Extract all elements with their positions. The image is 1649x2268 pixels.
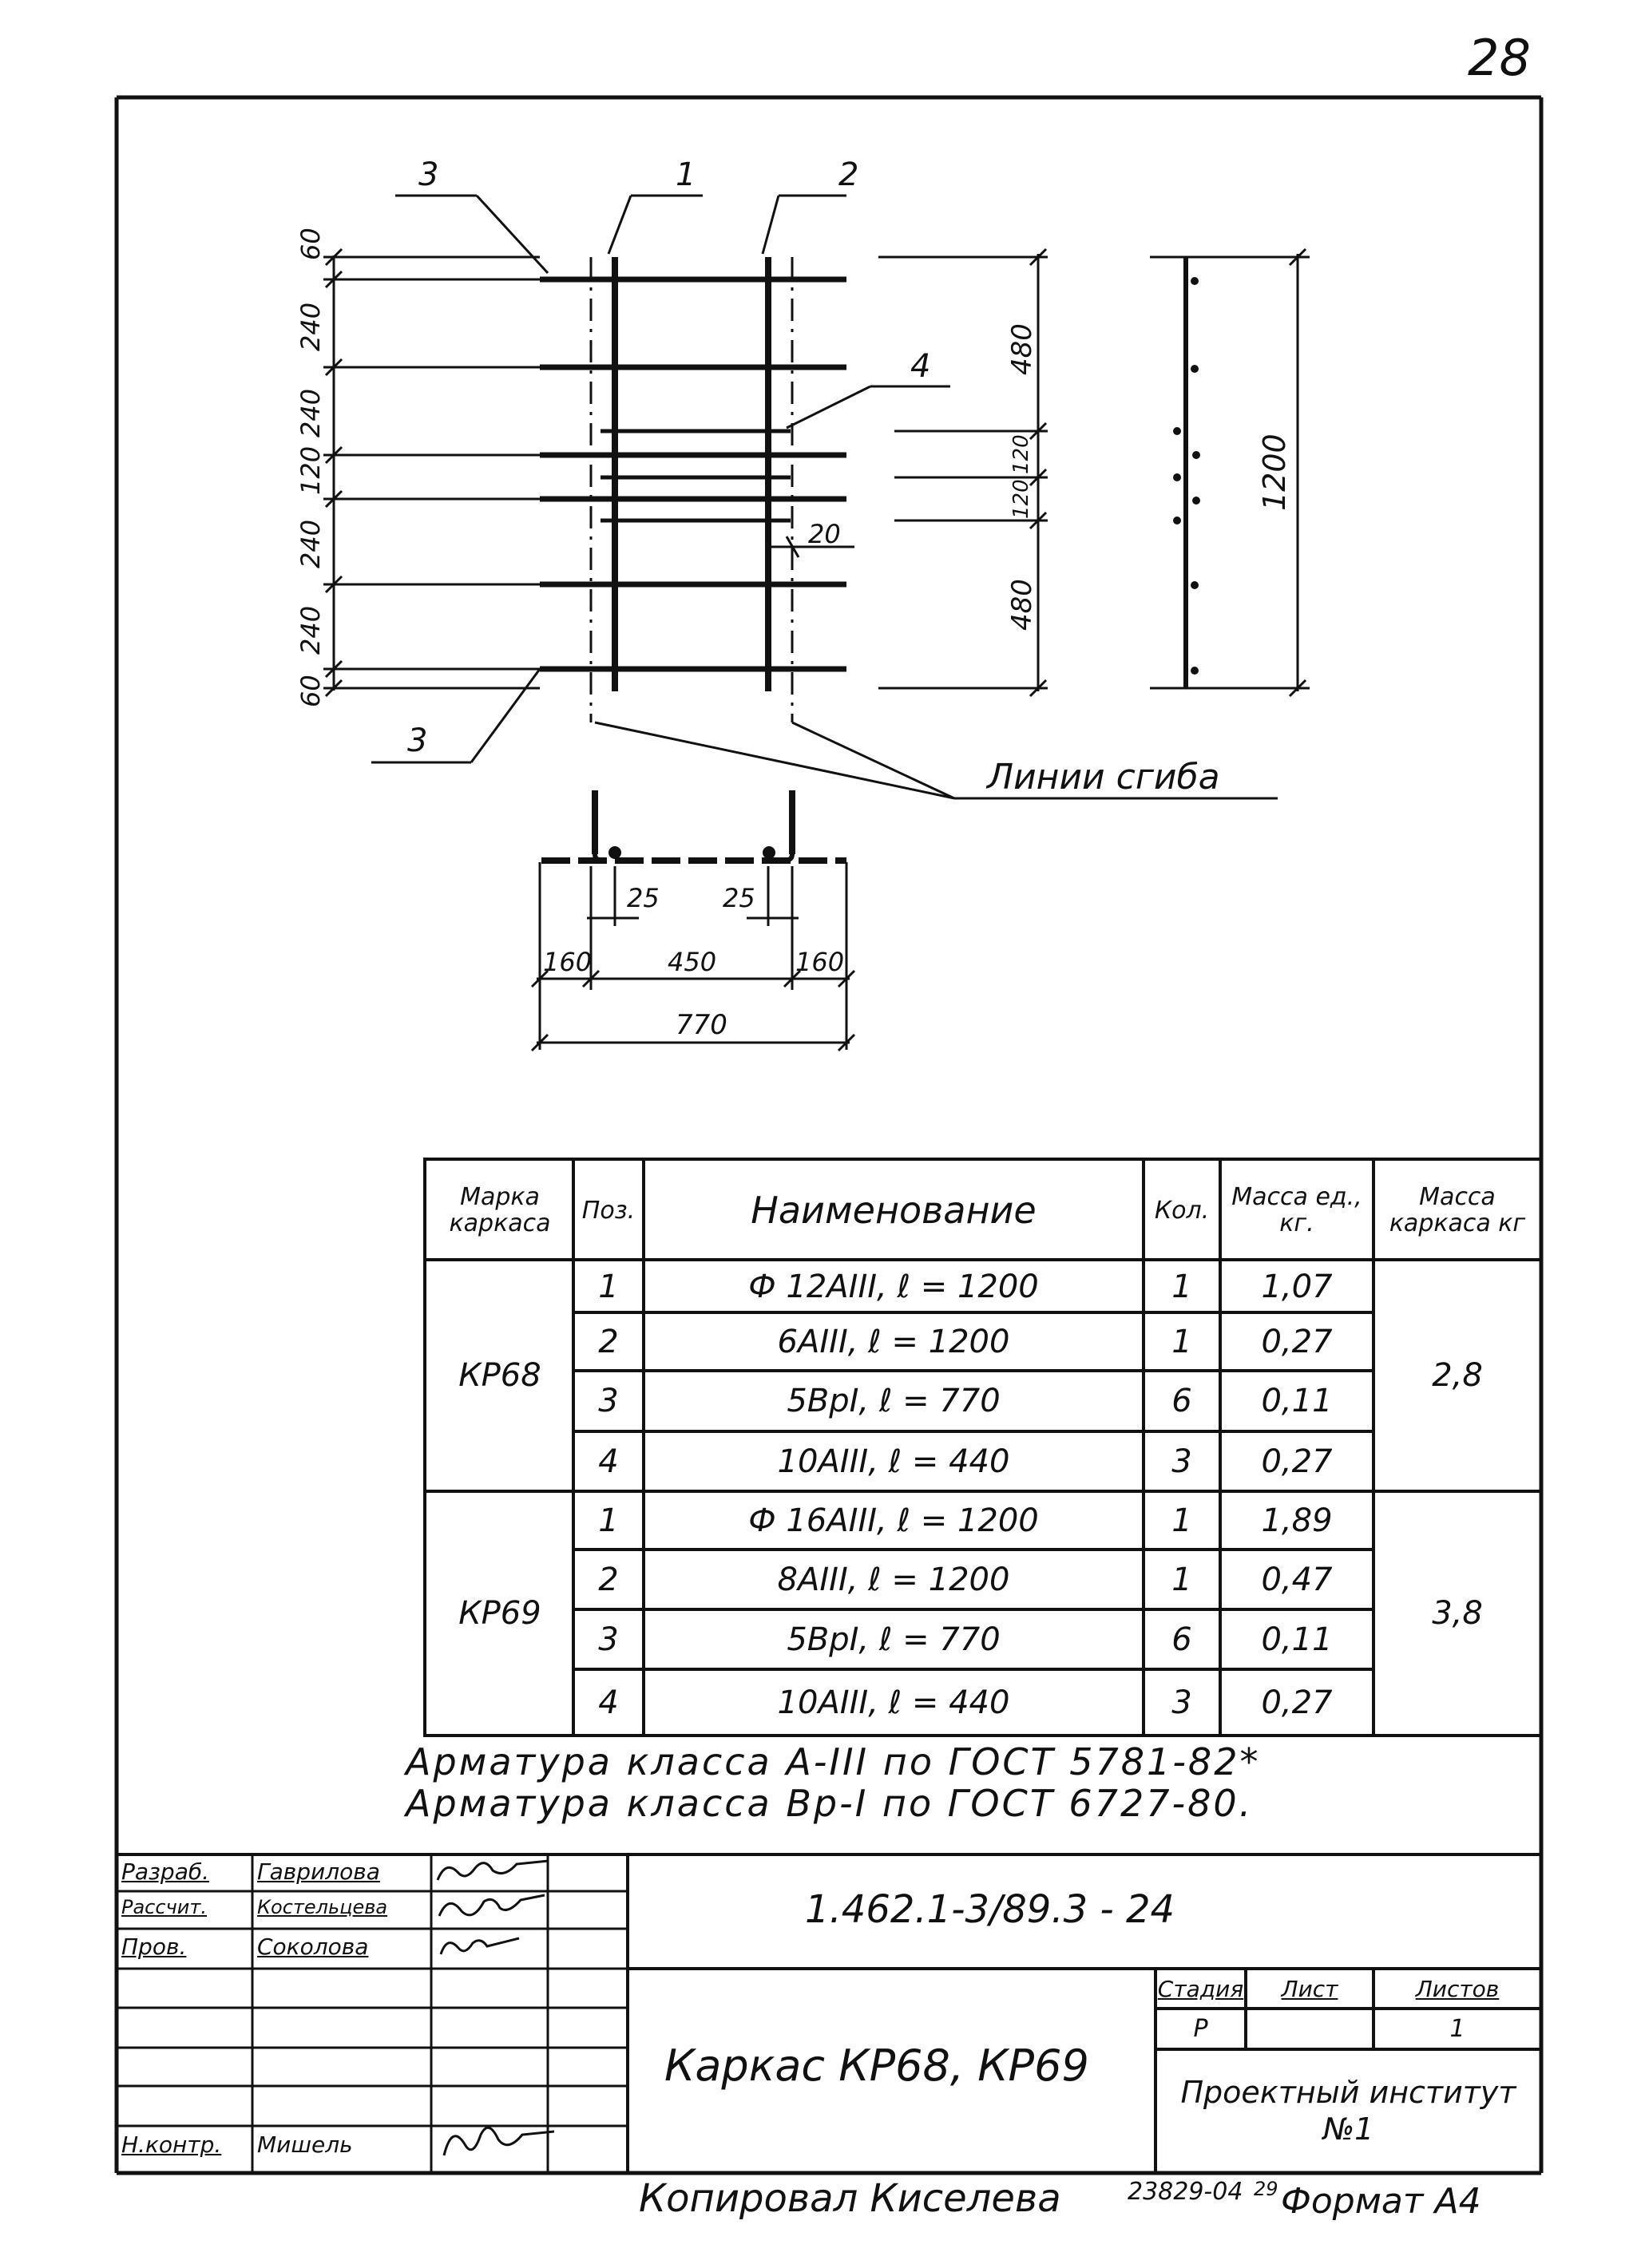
table-row-name: Ф 16АIII, ℓ = 1200: [748, 1502, 1039, 1539]
position-label-3-bottom: 3: [407, 722, 428, 759]
table-row-qty: 6: [1171, 1383, 1192, 1419]
role-norm-control: Н.контр.: [121, 2131, 222, 2158]
drawing-title: Каркас КР68, КР69: [664, 2040, 1089, 2091]
stage-value: Р: [1193, 2015, 1208, 2043]
table-row-name: Ф 12АIII, ℓ = 1200: [748, 1269, 1039, 1305]
mass-frame-kr68: 2,8: [1432, 1357, 1483, 1394]
position-label-2: 2: [838, 156, 859, 193]
table-row-pos: 2: [598, 1324, 619, 1360]
table-row-mass: 0,11: [1261, 1621, 1333, 1658]
dim-25-left: 25: [627, 883, 660, 913]
table-row-name: 5ВрI, ℓ = 770: [787, 1383, 1001, 1419]
name-developed: Гаврилова: [257, 1858, 380, 1885]
header-qty: Кол.: [1154, 1196, 1210, 1225]
mark-kr68: КР68: [458, 1357, 541, 1394]
table-row-pos: 1: [598, 1502, 619, 1539]
table-row-qty: 1: [1171, 1269, 1192, 1305]
dim-left-240-b: 240: [295, 388, 326, 437]
position-label-4: 4: [910, 348, 931, 385]
table-row-name: 5ВрI, ℓ = 770: [787, 1621, 1001, 1658]
table-row-mass: 1,89: [1261, 1502, 1333, 1539]
table-row-pos: 3: [598, 1383, 619, 1419]
table-row-qty: 3: [1171, 1684, 1192, 1721]
table-row-mass: 0,27: [1261, 1443, 1333, 1480]
table-row-pos: 1: [598, 1269, 619, 1305]
position-label-1: 1: [676, 156, 696, 193]
header-mass-frame: Масса каркаса кг: [1389, 1183, 1526, 1237]
header-pos: Поз.: [581, 1196, 636, 1225]
mark-kr69: КР69: [458, 1595, 541, 1632]
sheets-label: Листов: [1415, 1975, 1500, 2002]
role-developed: Разраб.: [121, 1858, 210, 1885]
dim-side-1200: 1200: [1257, 433, 1292, 511]
dim-left-60-top: 60: [295, 228, 326, 260]
name-norm-control: Мишель: [257, 2131, 353, 2158]
format-label: Формат А4: [1281, 2181, 1481, 2222]
position-label-3-top: 3: [418, 156, 439, 193]
stage-label: Стадия: [1157, 1975, 1244, 2002]
table-row-mass: 0,47: [1261, 1561, 1333, 1598]
dim-left-240-a: 240: [295, 302, 326, 351]
table-row-qty: 6: [1171, 1621, 1192, 1658]
table-row-pos: 4: [598, 1684, 619, 1721]
role-checked: Пров.: [121, 1934, 187, 1960]
dim-450: 450: [668, 947, 717, 977]
dim-160-left: 160: [543, 947, 593, 977]
table-row-name: 8АIII, ℓ = 1200: [777, 1561, 1010, 1598]
name-checked: Соколова: [257, 1934, 369, 1960]
order-number: 23829-04: [1128, 2178, 1243, 2206]
dim-right-120-a: 120: [1009, 434, 1033, 474]
mass-frame-kr69: 3,8: [1432, 1595, 1483, 1632]
name-calculated: Костельцева: [257, 1896, 388, 1918]
dim-left-120: 120: [295, 445, 326, 495]
copied-by: Копировал Киселева: [639, 2176, 1061, 2221]
table-row-qty: 1: [1171, 1502, 1192, 1539]
table-row-name: 10АIII, ℓ = 440: [777, 1443, 1010, 1480]
dim-right-480-top: 480: [1006, 323, 1038, 375]
table-row-name: 6АIII, ℓ = 1200: [777, 1324, 1010, 1360]
dim-160-right: 160: [795, 947, 845, 977]
dim-left-60-bottom: 60: [295, 675, 326, 707]
header-name: Наименование: [751, 1189, 1037, 1232]
dim-left-240-d: 240: [295, 605, 326, 655]
table-row-mass: 0,27: [1261, 1324, 1333, 1360]
table-row-mass: 0,27: [1261, 1684, 1333, 1721]
header-mass-unit: Масса ед., кг.: [1231, 1183, 1362, 1237]
table-row-pos: 2: [598, 1561, 619, 1598]
table-row-mass: 1,07: [1261, 1269, 1333, 1305]
dim-right-120-b: 120: [1009, 479, 1033, 519]
table-row-qty: 3: [1171, 1443, 1192, 1480]
table-row-pos: 3: [598, 1621, 619, 1658]
dim-770: 770: [676, 1009, 727, 1041]
role-calculated: Рассчит.: [121, 1896, 207, 1918]
dim-20: 20: [808, 519, 841, 549]
doc-number: 1.462.1-3/89.3 - 24: [805, 1887, 1175, 1932]
table-row-pos: 4: [598, 1443, 619, 1480]
table-row-mass: 0,11: [1261, 1383, 1333, 1419]
sheet-label: Лист: [1281, 1975, 1338, 2002]
sheets-value: 1: [1449, 2015, 1465, 2043]
page-number: 28: [1468, 29, 1531, 87]
dim-right-480-bottom: 480: [1006, 579, 1038, 631]
table-row-qty: 1: [1171, 1324, 1192, 1360]
dim-left-240-c: 240: [295, 519, 326, 568]
note-line-2: Арматура класса Вр-I по ГОСТ 6727-80.: [406, 1782, 1254, 1825]
header-mark: Марка каркаса: [449, 1183, 551, 1237]
table-row-name: 10АIII, ℓ = 440: [777, 1684, 1010, 1721]
table-row-qty: 1: [1171, 1561, 1192, 1598]
rebar-horizontal: [540, 279, 846, 669]
bend-lines-label: Линии сгиба: [987, 757, 1220, 798]
dim-25-right: 25: [723, 883, 755, 913]
order-suffix: 29: [1254, 2178, 1278, 2200]
note-line-1: Арматура класса А-III по ГОСТ 5781-82*: [406, 1740, 1261, 1783]
organization: Проектный институт №1: [1180, 2074, 1516, 2147]
